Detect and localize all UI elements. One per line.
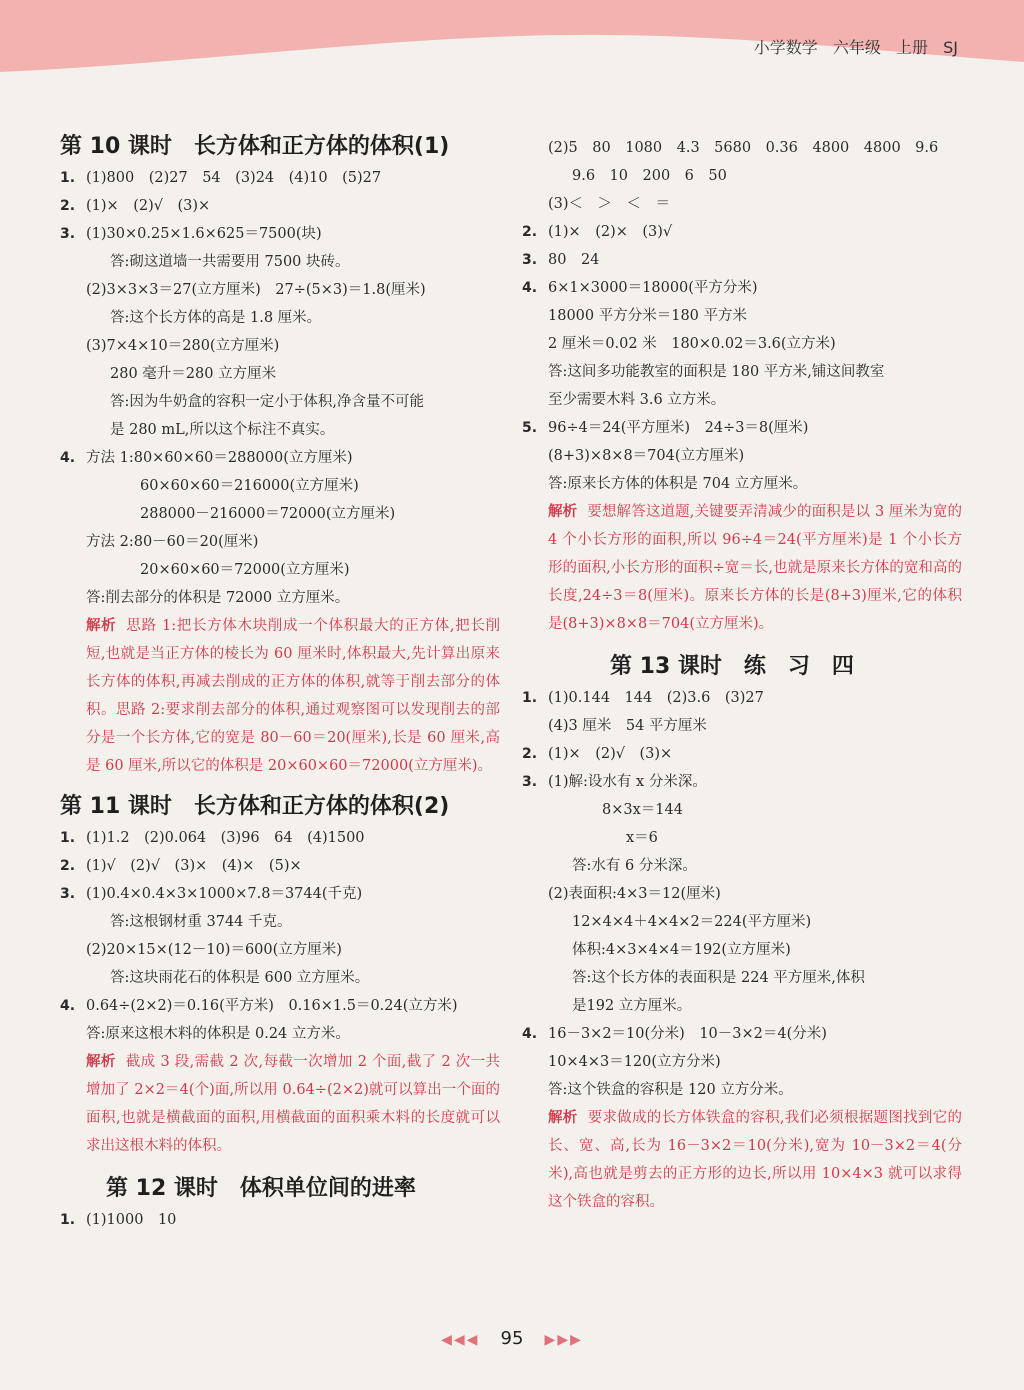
answer-line: (2)20×15×(12－10)＝600(立方厘米): [86, 942, 342, 958]
answer-line: 20×60×60＝72000(立方厘米): [140, 562, 350, 578]
answer-line: (8+3)×8×8＝704(立方厘米): [548, 448, 745, 464]
answer-line: 3. 80 24: [522, 252, 600, 268]
answer-line: 4. 0.64÷(2×2)＝0.16(平方米) 0.16×1.5＝0.24(立方米): [60, 998, 458, 1014]
lesson-10-title: 第 10 课时 长方体和正方体的体积(1): [60, 134, 450, 159]
header-grade: 六年级: [832, 38, 881, 57]
answer-line: 体积:4×3×4×4＝192(立方厘米): [572, 942, 791, 958]
answer-line: 5. 96÷4＝24(平方厘米) 24÷3＝8(厘米): [522, 420, 809, 436]
answer-line: (4)3 厘米 54 平方厘米: [548, 718, 707, 734]
answer-line: 4. 方法 1:80×60×60＝288000(立方厘米): [60, 450, 353, 466]
answer-line: 是 280 mL,所以这个标注不真实。: [110, 422, 335, 438]
answer-line: 答:砌这道墙一共需要用 7500 块砖。: [110, 254, 350, 270]
explanation: 解析 要求做成的长方体铁盒的容积,我们必须根据题图找到它的长、宽、高,长为 16－3×2＝10(分米),宽为 10－3×2＝4(分米),高也就是剪去的正方形的边长,所以用 10×4×3 就可以求得这个铁盒的容积。: [548, 1110, 963, 1210]
header-volume: 上册: [896, 38, 929, 57]
answer-line: 18000 平方分米＝180 平方米: [548, 308, 748, 324]
page-footer: [0, 1328, 1024, 1349]
explanation: 解析 思路 1:把长方体木块削成一个体积最大的正方体,把长削短,也就是当正方体的棱长为 60 厘米时,体积最大,先计算出原来长方体的体积,再减去削成的正方体的体积,就等于削去部分的体积。思路 2:要求削去部分的体积,通过观察图可以发现削去的部分是一个长方体,它的宽是 80－60＝20(厘米),长是 60 厘米,高是 60 厘米,所以它的体积是 20×60×60＝72000(立方厘米)。: [86, 618, 501, 774]
answer-line: (2)3×3×3＝27(立方厘米) 27÷(5×3)＝1.8(厘米): [86, 282, 426, 298]
answer-line: 答:这根钢材重 3744 千克。: [110, 914, 292, 930]
answer-line: 是192 立方厘米。: [572, 998, 692, 1014]
header-edition: SJ: [943, 38, 958, 57]
left-arrows-icon: ◀◀◀: [441, 1332, 480, 1348]
answer-line: (2)表面积:4×3＝12(厘米): [548, 886, 721, 902]
answer-line: 答:这个铁盒的容积是 120 立方分米。: [548, 1082, 793, 1098]
answer-line: 280 毫升＝280 立方厘米: [110, 366, 277, 382]
answer-line: x＝6: [626, 830, 658, 846]
answer-line: 3. (1)0.4×0.4×3×1000×7.8＝3744(千克): [60, 886, 363, 902]
answer-line: 答:原来这根木料的体积是 0.24 立方米。: [86, 1026, 350, 1042]
answer-line: 答:因为牛奶盒的容积一定小于体积,净含量不可能: [110, 394, 424, 410]
answer-line: 12×4×4＋4×4×2＝224(平方厘米): [572, 914, 812, 930]
lesson-13-title: 第 13 课时 练 习 四: [610, 654, 854, 679]
answer-line: 答:削去部分的体积是 72000 立方厘米。: [86, 590, 350, 606]
answer-line: 8×3x＝144: [602, 802, 683, 818]
answer-line: 1. (1)800 (2)27 54 (3)24 (4)10 (5)27: [60, 170, 382, 186]
answer-line: 2. (1)× (2)√ (3)×: [60, 198, 211, 214]
answer-line: (2)5 80 1080 4.3 5680 0.36 4800 4800 9.6: [548, 140, 939, 156]
answer-line: 1. (1)1.2 (2)0.064 (3)96 64 (4)1500: [60, 830, 365, 846]
answer-line: 答:水有 6 分米深。: [572, 858, 697, 874]
answer-line: 4. 6×1×3000＝18000(平方分米): [522, 280, 758, 296]
answer-line: 3. (1)解:设水有 x 分米深。: [522, 774, 707, 790]
right-arrows-icon: ▶▶▶: [544, 1332, 583, 1348]
answer-line: 4. 16－3×2＝10(分米) 10－3×2＝4(分米): [522, 1026, 827, 1042]
answer-line: 60×60×60＝216000(立方厘米): [140, 478, 359, 494]
explanation: 解析 截成 3 段,需截 2 次,每截一次增加 2 个面,截了 2 次一共增加了 2×2＝4(个)面,所以用 0.64÷(2×2)就可以算出一个面的面积,也就是横截面的面积,用横截面的面积乘木料的长度就可以求出这根木料的体积。: [86, 1054, 501, 1154]
page-number: 95: [500, 1328, 524, 1349]
header-subject: 小学数学: [753, 38, 818, 57]
left-column: [60, 130, 500, 1234]
answer-line: 288000－216000＝72000(立方厘米): [140, 506, 396, 522]
answer-line: 1. (1)0.144 144 (2)3.6 (3)27: [522, 690, 764, 706]
answer-line: 2. (1)× (2)× (3)√: [522, 224, 673, 240]
lesson-12-title: 第 12 课时 体积单位间的进率: [106, 1176, 416, 1201]
answer-line: 2 厘米＝0.02 米 180×0.02＝3.6(立方米): [548, 336, 836, 352]
answer-line: 答:这间多功能教室的面积是 180 平方米,铺这间教室: [548, 364, 885, 380]
answer-line: 10×4×3＝120(立方分米): [548, 1054, 721, 1070]
answer-line: (3)7×4×10＝280(立方厘米): [86, 338, 280, 354]
answer-line: 答:这块雨花石的体积是 600 立方厘米。: [110, 970, 370, 986]
answer-line: 9.6 10 200 6 50: [572, 168, 727, 184]
explanation: 解析 要想解答这道题,关键要弄清减少的面积是以 3 厘米为宽的 4 个小长方形的面积,所以 96÷4＝24(平方厘米)是 1 个小长方形的面积,小长方形的面积÷宽＝长,也就是原来长方体的宽和高的长度,24÷3＝8(厘米)。原来长方体的长是(8+3)厘米,它的体积是(8+3)×8×8＝704(立方厘米)。: [548, 504, 962, 632]
book-header: [754, 35, 958, 58]
answer-line: 答:原来长方体的体积是 704 立方厘米。: [548, 476, 808, 492]
answer-line: 答:这个长方体的高是 1.8 厘米。: [110, 310, 322, 326]
answer-line: (3)＜ ＞ ＜ ＝: [548, 196, 671, 212]
right-column: [522, 134, 962, 1216]
answer-line: 1. (1)1000 10: [60, 1212, 177, 1228]
answer-line: 方法 2:80－60＝20(厘米): [86, 534, 259, 550]
answer-line: 3. (1)30×0.25×1.6×625＝7500(块): [60, 226, 322, 242]
lesson-11-title: 第 11 课时 长方体和正方体的体积(2): [60, 794, 450, 819]
answer-line: 2. (1)√ (2)√ (3)× (4)× (5)×: [60, 858, 302, 874]
answer-line: 答:这个长方体的表面积是 224 平方厘米,体积: [572, 970, 865, 986]
answer-line: 2. (1)× (2)√ (3)×: [522, 746, 673, 762]
answer-line: 至少需要木料 3.6 立方米。: [548, 392, 726, 408]
